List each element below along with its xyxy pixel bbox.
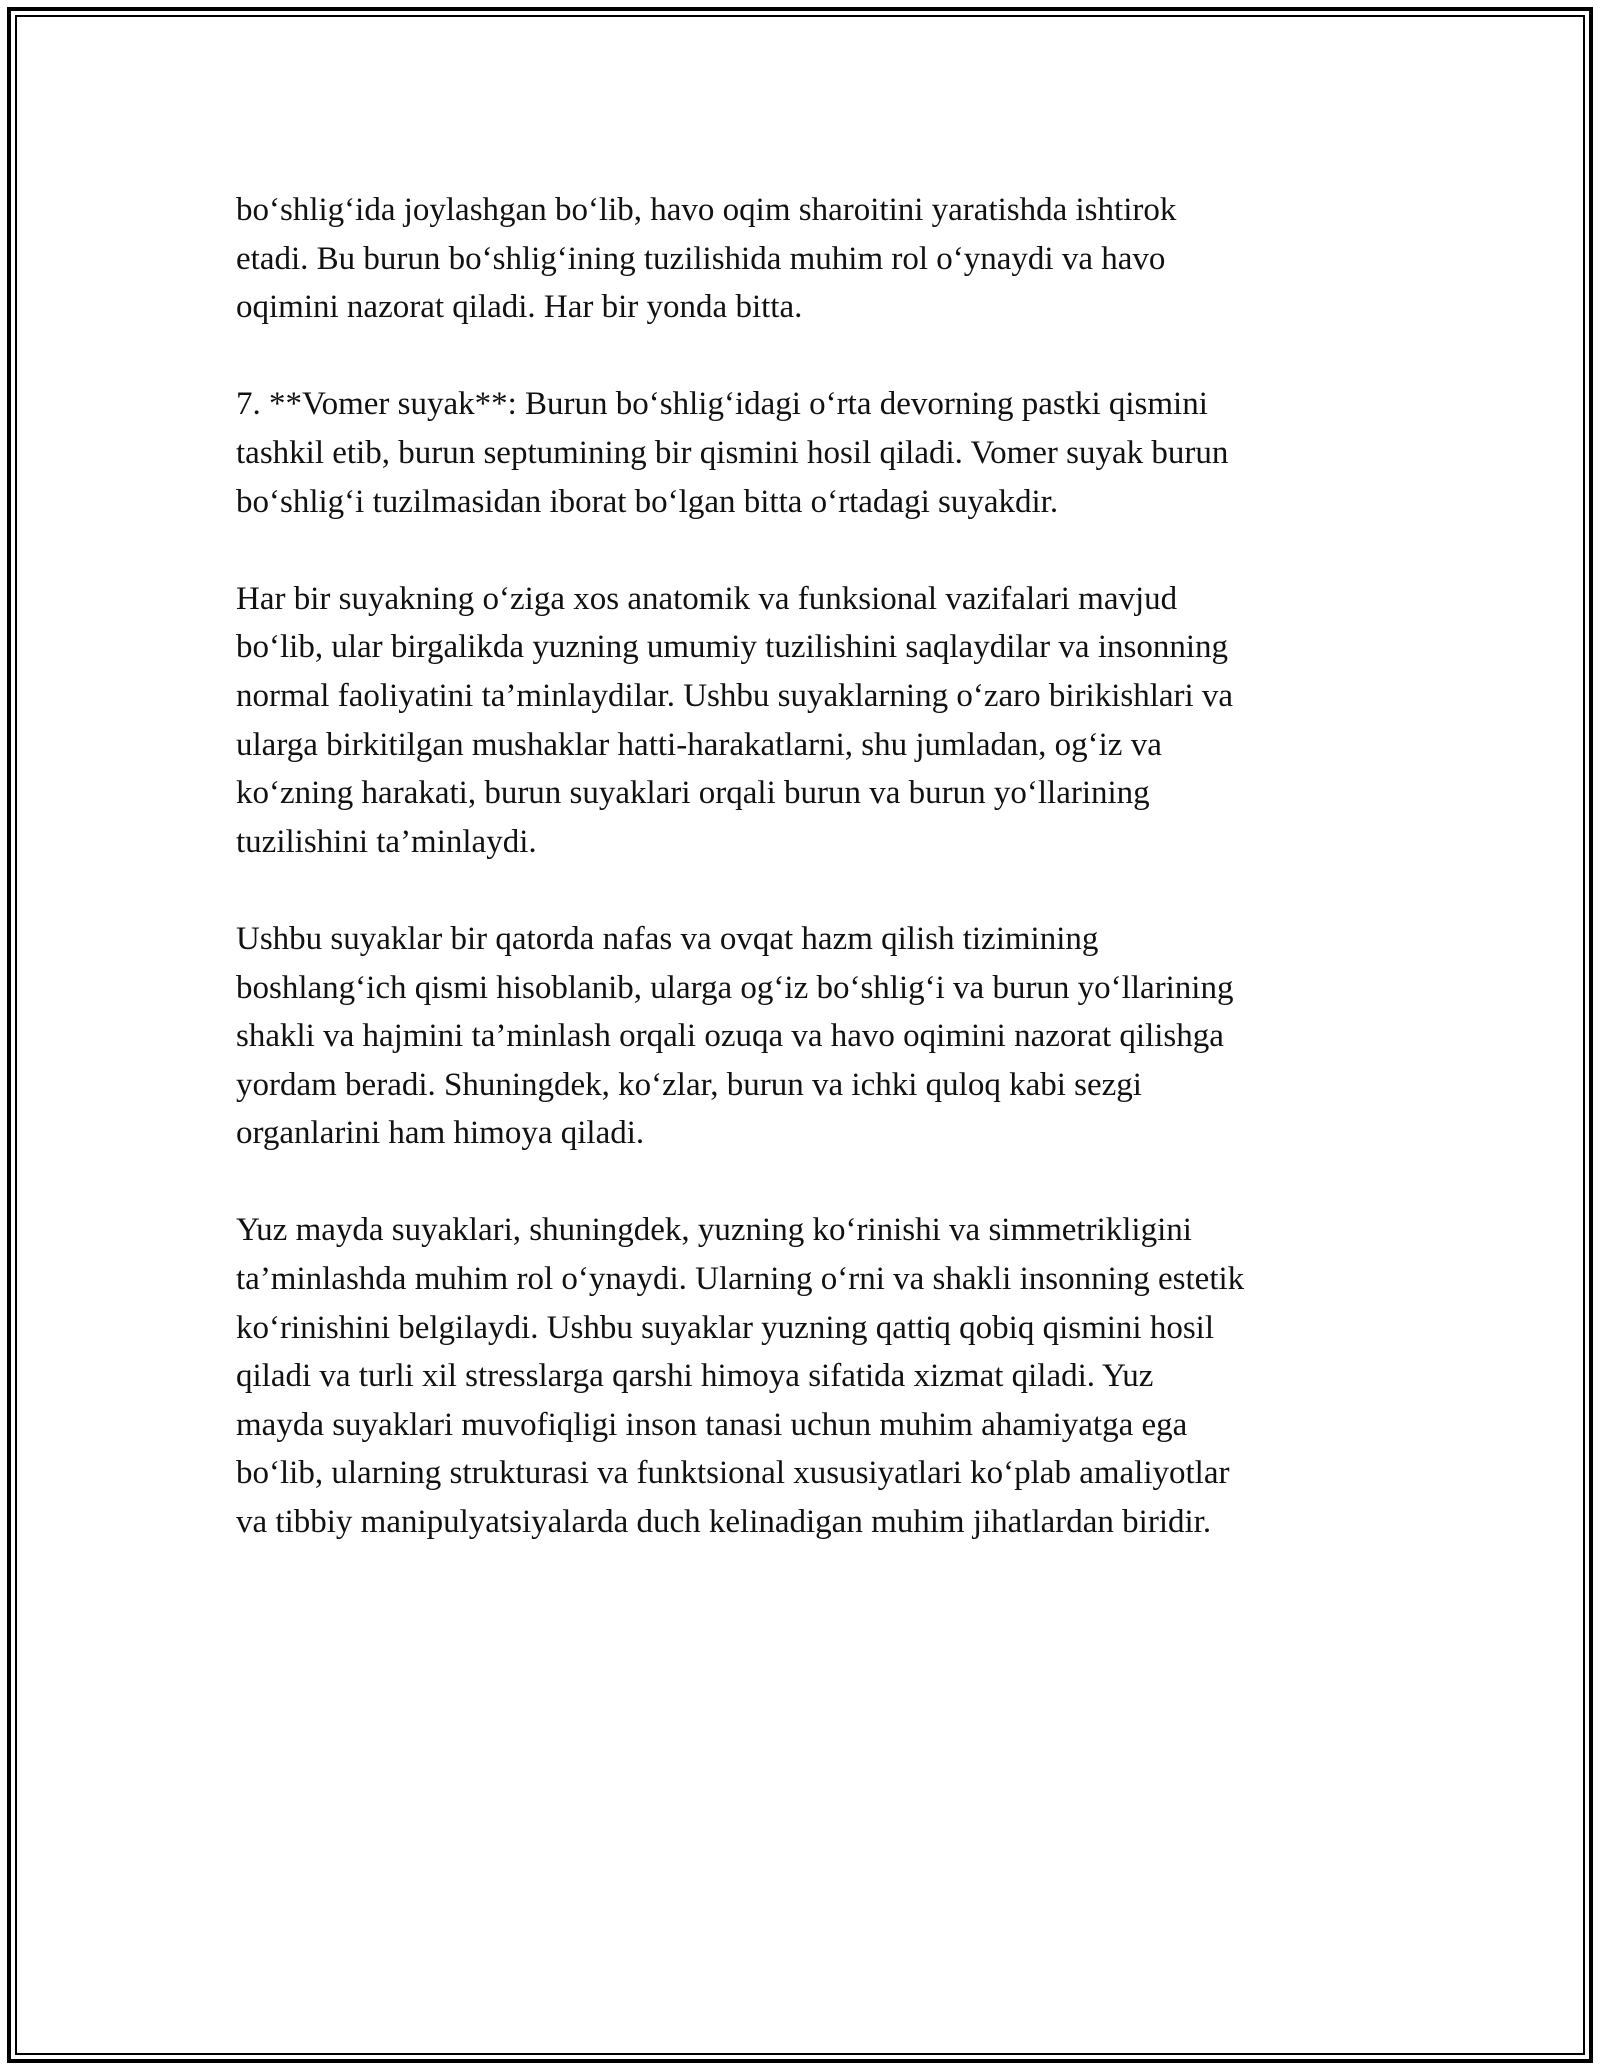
paragraph	[236, 915, 1376, 1158]
text-line: normal faoliyatini ta’minlaydilar. Ushbu suyaklarning o‘zaro birikishlari va	[236, 677, 1234, 714]
text-line: bo‘lib, ular birgalikda yuzning umumiy tuzilishini saqlaydilar va insonning	[236, 629, 1228, 666]
text-line: Har bir suyakning o‘ziga xos anatomik va funksional vazifalari mavjud	[236, 580, 1178, 617]
text-line: bo‘shlig‘ida joylashgan bo‘lib, havo oqim sharoitini yaratishda ishtirok	[236, 192, 1177, 228]
text-line: ko‘rinishini belgilaydi. Ushbu suyaklar yuzning qattiq qobiq qismini hosil	[236, 1309, 1215, 1346]
text-line: tuzilishini ta’minlaydi.	[236, 823, 537, 860]
text-line: Ushbu suyaklar bir qatorda nafas va ovqat hazm qilish tizimining	[236, 920, 1099, 957]
text-line: va tibbiy manipulyatsiyalarda duch kelinadigan muhim jihatlardan biridir.	[236, 1504, 1212, 1541]
text-line: ko‘zning harakati, burun suyaklari orqali burun va burun yo‘llarining	[236, 775, 1150, 812]
paragraph	[236, 575, 1376, 867]
text-line: ta’minlashda muhim rol o‘ynaydi. Ularning o‘rni va shakli insonning estetik	[236, 1261, 1245, 1298]
paragraph	[236, 380, 1376, 526]
text-line: qiladi va turli xil stresslarga qarshi himoya sifatida xizmat qiladi. Yuz	[236, 1358, 1154, 1395]
text-line: Yuz mayda suyaklari, shuningdek, yuzning ko‘rinishi va simmetrikligini	[236, 1212, 1192, 1249]
text-line: oqimini nazorat qiladi. Har bir yonda bitta.	[236, 289, 803, 326]
paragraph	[236, 1206, 1376, 1546]
text-line: yordam beradi. Shuningdek, ko‘zlar, burun va ichki quloq kabi sezgi	[236, 1066, 1142, 1103]
text-line: organlarini ham himoya qiladi.	[236, 1115, 645, 1152]
text-line: boshlang‘ich qismi hisoblanib, ularga og‘iz bo‘shlig‘i va burun yo‘llarining	[236, 969, 1234, 1006]
paragraph	[236, 186, 1376, 332]
text-line: 7. **Vomer suyak**: Burun bo‘shlig‘idagi o‘rta devorning pastki qismini	[236, 386, 1208, 423]
text-line: bo‘lib, ularning strukturasi va funktsional xususiyatlari ko‘plab amaliyotlar	[236, 1455, 1230, 1492]
text-line: etadi. Bu burun bo‘shlig‘ining tuzilishida muhim rol o‘ynaydi va havo	[236, 240, 1166, 277]
document-body	[236, 186, 1376, 1595]
text-line: mayda suyaklari muvofiqligi inson tanasi uchun muhim ahamiyatga ega	[236, 1406, 1188, 1443]
text-line: bo‘shlig‘i tuzilmasidan iborat bo‘lgan bitta o‘rtadagi suyakdir.	[236, 483, 1059, 520]
text-line: shakli va hajmini ta’minlash orqali ozuqa va havo oqimini nazorat qilishga	[236, 1018, 1224, 1055]
text-line: tashkil etib, burun septumining bir qismini hosil qiladi. Vomer suyak burun	[236, 434, 1229, 471]
text-line: ularga birkitilgan mushaklar hatti-harakatlarni, shu jumladan, og‘iz va	[236, 726, 1162, 763]
